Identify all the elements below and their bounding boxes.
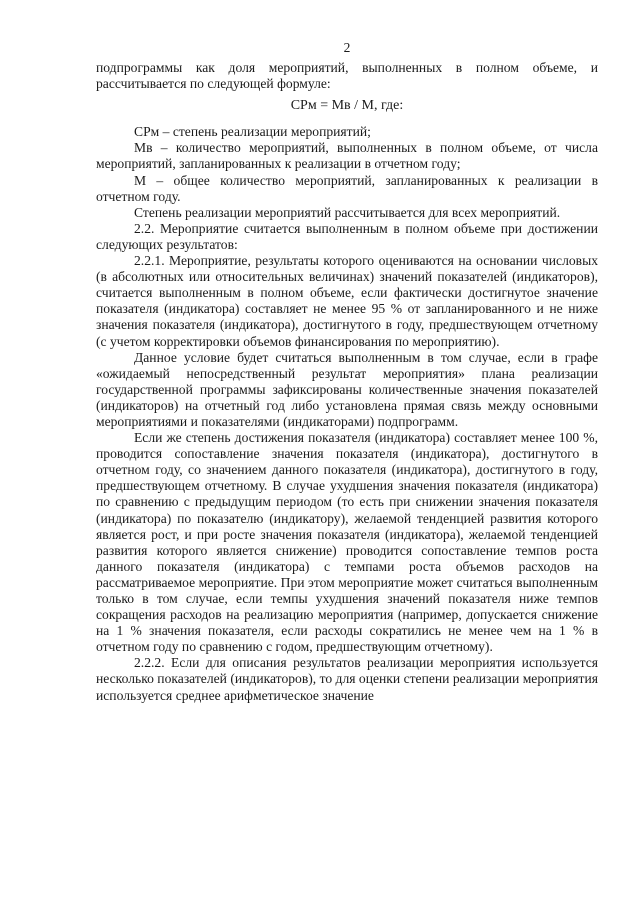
page-number: 2: [343, 40, 351, 55]
paragraph-condition: Данное условие будет считаться выполненным в том случае, если в графе «ожидаемый непосредственный результат мероприятия» плана реализации государственной программы зафиксированы количественные значения показателей (индикаторов) на отчетный год либо установлена прямая связь между основными мероприятиями и показателями (индикаторами) подпрограмм.: [96, 349, 598, 429]
definition-mv: Мв – количество мероприятий, выполненных в полном объеме, от числа мероприятий, запланированных к реализации в отчетном году;: [96, 140, 598, 172]
paragraph-intro: подпрограммы как доля мероприятий, выполненных в полном объеме, и рассчитывается по следующей формуле:: [96, 60, 598, 92]
definition-m: М – общее количество мероприятий, запланированных к реализации в отчетном году.: [96, 172, 598, 204]
paragraph-comparison: Если же степень достижения показателя (индикатора) составляет менее 100 %, проводится сопоставление значения показателя (индикатора), достигнутого в отчетном году, со значением данного показателя (индикатора), достигнутого в году, предшествующем отчетному. В случае ухудшения значения показателя (индикатора) по сравнению с предыдущим периодом (то есть при снижении значения показателя (индикатора) по показателю (индикатору), желаемой тенденцией развития которого является рост, и при росте значения показателя (индикатора), желаемой тенденцией развития которого является снижение) проводится сопоставление темпов роста данного показателя (индикатора) с темпами роста объемов расходов на рассматриваемое мероприятие. При этом мероприятие может считаться выполненным только в том случае, если темпы ухудшения значений показателя ниже темпов сокращения расходов на реализацию мероприятия (например, допускается снижение на 1 % значения показателя, если расходы сократились не менее чем на 1 % в отчетном году по сравнению с годом, предшествующим отчетному).: [96, 430, 598, 655]
paragraph-scope: Степень реализации мероприятий рассчитывается для всех мероприятий.: [134, 204, 561, 220]
definition-srm: СРм – степень реализации мероприятий;: [134, 124, 371, 140]
section-2-2: 2.2. Мероприятие считается выполненным в полном объеме при достижении следующих результатов:: [96, 220, 598, 252]
formula: СРм = Мв / М, где:: [290, 98, 404, 114]
body-text: [96, 60, 598, 704]
section-2-2-1: 2.2.1. Мероприятие, результаты которого оцениваются на основании числовых (в абсолютных или относительных величинах) значений показателей (индикаторов), считается выполненным в полном объеме, если фактически достигнутое значение показателя (индикатора) составляет не менее 95 % от запланированного и не ниже значения показателя (индикатора), достигнутого в году, предшествующем отчетному (с учетом корректировки объемов финансирования по мероприятию).: [96, 253, 598, 349]
section-2-2-2: 2.2.2. Если для описания результатов реализации мероприятия используется несколько показателей (индикаторов), то для оценки степени реализации мероприятия используется среднее арифметическое значение: [96, 655, 598, 703]
